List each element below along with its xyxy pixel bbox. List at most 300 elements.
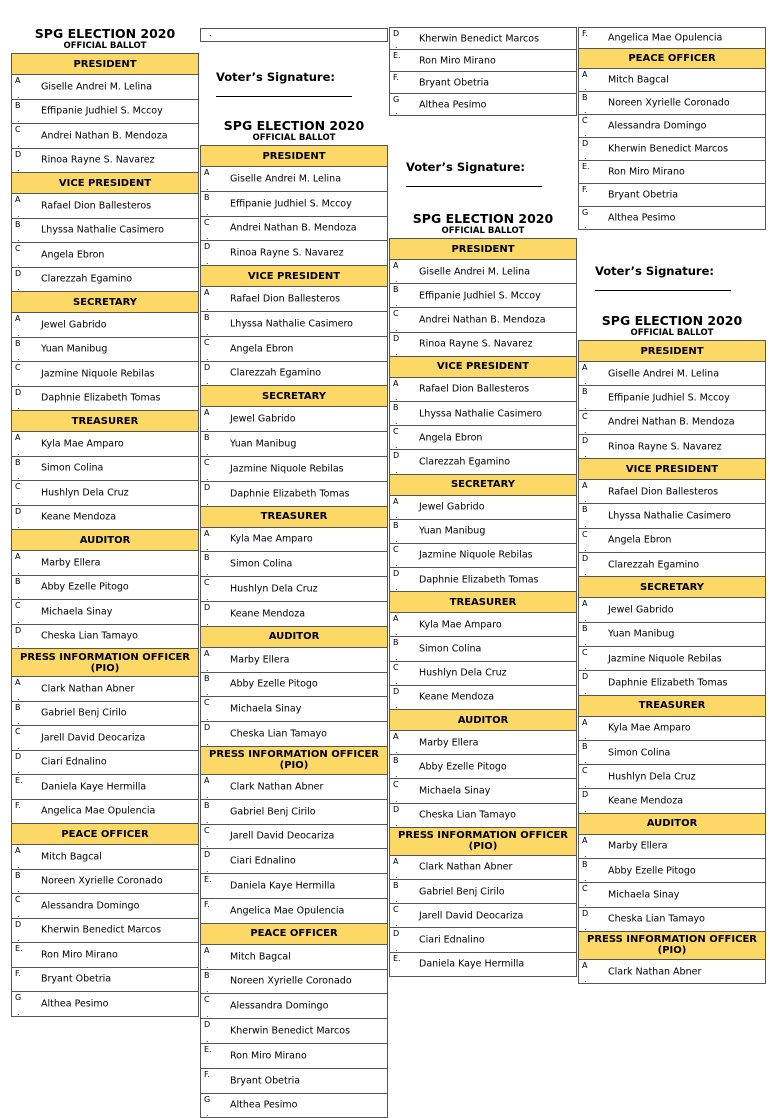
candidate-cell[interactable] <box>201 994 388 1019</box>
voter-signature-4[interactable] <box>581 264 731 291</box>
candidate-cell[interactable] <box>390 803 577 827</box>
candidate-cell[interactable] <box>12 243 199 268</box>
candidate-cell[interactable] <box>12 992 199 1017</box>
candidate-cell[interactable] <box>390 308 577 332</box>
candidate-row[interactable] <box>579 907 766 931</box>
candidate-cell[interactable] <box>390 879 577 903</box>
candidate-row[interactable] <box>201 774 388 799</box>
candidate-cell[interactable] <box>12 677 199 702</box>
candidate-cell[interactable] <box>12 845 199 870</box>
candidate-row[interactable] <box>390 401 577 425</box>
candidate-cell[interactable] <box>390 332 577 356</box>
candidate-row[interactable] <box>12 845 199 870</box>
candidate-cell[interactable] <box>579 740 766 764</box>
candidate-row[interactable] <box>12 967 199 992</box>
candidate-cell[interactable] <box>390 28 577 50</box>
candidate-cell[interactable] <box>12 481 199 506</box>
candidate-row[interactable] <box>12 775 199 800</box>
candidate-row[interactable] <box>579 765 766 789</box>
candidate-name: Clarezzah Egamino <box>230 367 322 379</box>
candidate-row[interactable] <box>390 50 577 72</box>
candidate-name: Michaela Sinay <box>230 703 302 715</box>
candidate-cell[interactable] <box>12 726 199 751</box>
candidate-row[interactable] <box>390 685 577 709</box>
candidate-cell[interactable] <box>390 755 577 779</box>
candidate-cell[interactable] <box>201 672 388 697</box>
candidate-cell[interactable] <box>12 600 199 625</box>
candidate-name: Cheska Lian Tamayo <box>230 728 327 740</box>
candidate-cell[interactable] <box>579 69 766 92</box>
candidate-cell[interactable] <box>390 519 577 543</box>
candidate-row[interactable] <box>201 849 388 874</box>
candidate-row[interactable] <box>12 992 199 1017</box>
candidate-cell[interactable] <box>201 241 388 266</box>
office-header-row <box>579 459 766 480</box>
voter-signature-3[interactable] <box>392 160 542 187</box>
candidate-cell[interactable] <box>201 969 388 994</box>
candidate-row[interactable] <box>201 167 388 192</box>
candidate-cell[interactable] <box>201 898 388 923</box>
candidate-row[interactable] <box>201 824 388 849</box>
candidate-row[interactable] <box>390 519 577 543</box>
candidate-cell[interactable] <box>201 799 388 824</box>
candidate-name: Simon Colina <box>608 747 671 758</box>
candidate-cell[interactable] <box>579 410 766 434</box>
candidate-cell[interactable] <box>579 553 766 577</box>
candidate-row[interactable] <box>201 1068 388 1093</box>
candidate-cell[interactable] <box>390 613 577 637</box>
candidate-cell[interactable] <box>390 450 577 474</box>
letter-dot: . <box>584 874 587 883</box>
candidate-cell[interactable] <box>12 775 199 800</box>
office-header-row <box>201 923 388 944</box>
candidate-cell[interactable] <box>201 287 388 312</box>
candidate-row[interactable] <box>390 568 577 592</box>
candidate-cell[interactable] <box>390 904 577 928</box>
candidate-cell[interactable] <box>390 260 577 284</box>
candidate-cell[interactable] <box>201 311 388 336</box>
candidate-cell[interactable] <box>579 528 766 552</box>
candidate-row[interactable] <box>579 528 766 552</box>
candidate-cell[interactable] <box>390 685 577 709</box>
candidate-letter: G <box>582 208 589 217</box>
candidate-row[interactable] <box>579 184 766 207</box>
candidate-letter: F. <box>204 899 210 909</box>
candidate-cell[interactable] <box>201 361 388 386</box>
candidate-cell[interactable] <box>579 598 766 622</box>
candidate-row[interactable] <box>579 92 766 115</box>
candidate-row[interactable] <box>201 647 388 672</box>
candidate-row[interactable] <box>12 337 199 362</box>
candidate-cell[interactable] <box>201 824 388 849</box>
candidate-row[interactable] <box>201 481 388 506</box>
candidate-row[interactable] <box>201 311 388 336</box>
candidate-row[interactable] <box>201 898 388 923</box>
candidate-row[interactable] <box>201 672 388 697</box>
candidate-cell[interactable] <box>12 456 199 481</box>
letter-dot: . <box>17 164 20 173</box>
candidate-row[interactable] <box>390 28 577 50</box>
candidate-cell[interactable] <box>579 959 766 983</box>
candidate-cell[interactable] <box>390 779 577 803</box>
candidate-cell[interactable] <box>12 218 199 243</box>
candidate-row[interactable] <box>201 994 388 1019</box>
candidate-cell[interactable] <box>390 426 577 450</box>
candidate-row[interactable] <box>12 918 199 943</box>
candidate-cell[interactable] <box>579 716 766 740</box>
office-header: TREASURER <box>579 695 766 716</box>
candidate-cell[interactable] <box>579 207 766 230</box>
candidate-row[interactable] <box>12 750 199 775</box>
candidate-cell[interactable] <box>12 918 199 943</box>
candidate-letter: E. <box>15 776 23 785</box>
candidate-cell[interactable] <box>201 601 388 626</box>
candidate-cell[interactable] <box>390 377 577 401</box>
candidate-cell[interactable] <box>201 552 388 577</box>
candidate-row[interactable] <box>390 731 577 755</box>
candidate-row[interactable] <box>579 362 766 386</box>
office-header: SECRETARY <box>390 474 577 495</box>
candidate-cell[interactable] <box>12 267 199 292</box>
candidate-cell[interactable] <box>390 94 577 116</box>
candidate-cell[interactable] <box>201 849 388 874</box>
candidate-row[interactable] <box>12 701 199 726</box>
signature-line[interactable] <box>216 96 352 97</box>
candidate-cell[interactable] <box>201 216 388 241</box>
candidate-row[interactable] <box>390 613 577 637</box>
candidate-cell[interactable] <box>12 624 199 649</box>
candidate-row[interactable] <box>12 575 199 600</box>
candidate-row[interactable] <box>201 1019 388 1044</box>
signature-line[interactable] <box>595 290 731 291</box>
candidate-row[interactable] <box>12 600 199 625</box>
candidate-cell[interactable] <box>201 191 388 216</box>
office-header: AUDITOR <box>579 813 766 834</box>
candidate-row[interactable] <box>390 637 577 661</box>
candidate-row[interactable] <box>390 952 577 976</box>
voter-signature-2[interactable] <box>202 70 352 97</box>
letter-dot: . <box>17 115 20 124</box>
letter-dot: . <box>395 870 398 880</box>
candidate-cell[interactable] <box>201 1043 388 1068</box>
candidate-row[interactable] <box>579 834 766 858</box>
candidate-row[interactable] <box>201 432 388 457</box>
candidate-row[interactable] <box>390 855 577 879</box>
candidate-row[interactable] <box>12 726 199 751</box>
candidate-row[interactable] <box>579 959 766 983</box>
candidate-row[interactable] <box>390 284 577 308</box>
candidate-cell[interactable] <box>579 883 766 907</box>
candidate-row[interactable] <box>579 434 766 458</box>
letter-dot: . <box>17 640 20 649</box>
candidate-row[interactable] <box>12 432 199 457</box>
candidate-letter: B <box>204 673 210 683</box>
candidate-cell[interactable] <box>390 50 577 72</box>
candidate-cell[interactable] <box>12 432 199 457</box>
candidate-letter: A <box>15 846 21 855</box>
letter-dot: . <box>206 568 209 577</box>
candidate-cell[interactable] <box>12 894 199 919</box>
candidate-row[interactable] <box>201 241 388 266</box>
candidate-row[interactable] <box>579 138 766 161</box>
candidate-cell[interactable] <box>201 697 388 722</box>
candidate-row[interactable] <box>12 148 199 173</box>
candidate-cell[interactable] <box>579 859 766 883</box>
candidate-cell[interactable] <box>579 907 766 931</box>
candidate-row[interactable] <box>579 207 766 230</box>
candidate-row[interactable] <box>12 869 199 894</box>
candidate-letter: B <box>204 192 210 202</box>
candidate-cell[interactable] <box>201 577 388 602</box>
candidate-cell[interactable] <box>390 661 577 685</box>
candidate-row[interactable] <box>12 218 199 243</box>
candidate-cell[interactable] <box>12 750 199 775</box>
candidate-row[interactable] <box>579 740 766 764</box>
candidate-cell[interactable] <box>201 647 388 672</box>
candidate-row[interactable] <box>579 883 766 907</box>
candidate-row[interactable] <box>390 426 577 450</box>
candidate-cell[interactable] <box>12 701 199 726</box>
candidate-row[interactable] <box>579 504 766 528</box>
candidate-cell[interactable] <box>390 401 577 425</box>
candidate-row[interactable] <box>201 697 388 722</box>
candidate-row[interactable] <box>390 803 577 827</box>
candidate-cell[interactable] <box>579 362 766 386</box>
candidate-row[interactable] <box>201 722 388 747</box>
candidate-row[interactable] <box>579 789 766 813</box>
candidate-cell[interactable] <box>390 637 577 661</box>
candidate-row[interactable] <box>12 505 199 530</box>
candidate-row[interactable] <box>12 243 199 268</box>
candidate-cell[interactable] <box>579 434 766 458</box>
signature-line[interactable] <box>406 186 542 187</box>
candidate-cell[interactable] <box>579 115 766 138</box>
candidate-name: Bryant Obetria <box>608 189 679 201</box>
candidate-row[interactable] <box>201 527 388 552</box>
letter-dot: . <box>206 815 209 825</box>
candidate-row[interactable] <box>579 859 766 883</box>
candidate-cell[interactable] <box>12 943 199 968</box>
candidate-row[interactable] <box>12 677 199 702</box>
candidate-row[interactable] <box>201 799 388 824</box>
candidate-cell[interactable] <box>579 671 766 695</box>
candidate-row[interactable] <box>579 28 766 49</box>
candidate-row[interactable] <box>579 598 766 622</box>
candidate-cell[interactable] <box>390 952 577 976</box>
candidate-name: Clark Nathan Abner <box>419 861 513 873</box>
candidate-cell[interactable] <box>201 1019 388 1044</box>
candidate-row[interactable] <box>12 313 199 338</box>
candidate-row[interactable] <box>390 755 577 779</box>
candidate-row[interactable] <box>201 1043 388 1068</box>
candidate-cell[interactable] <box>579 138 766 161</box>
candidate-cell[interactable] <box>579 161 766 184</box>
candidate-row[interactable] <box>579 115 766 138</box>
candidate-cell[interactable] <box>579 646 766 670</box>
candidate-row[interactable] <box>390 450 577 474</box>
candidate-cell[interactable] <box>201 874 388 899</box>
letter-dot: . <box>584 898 587 908</box>
candidate-row[interactable] <box>579 410 766 434</box>
candidate-cell[interactable] <box>390 543 577 567</box>
candidate-row[interactable] <box>12 99 199 124</box>
candidate-cell[interactable] <box>579 386 766 410</box>
candidate-letter: B <box>204 970 210 980</box>
candidate-letter: B <box>15 219 21 229</box>
candidate-letter: D <box>393 29 400 38</box>
candidate-cell[interactable] <box>390 284 577 308</box>
candidate-cell[interactable] <box>201 774 388 799</box>
candidate-row[interactable] <box>201 552 388 577</box>
candidate-cell[interactable] <box>579 834 766 858</box>
candidate-cell[interactable] <box>579 184 766 207</box>
candidate-row[interactable] <box>201 336 388 361</box>
candidate-row[interactable] <box>390 332 577 356</box>
candidate-cell[interactable] <box>12 505 199 530</box>
candidate-row[interactable] <box>12 894 199 919</box>
office-header-row <box>390 239 577 260</box>
candidate-row[interactable] <box>201 361 388 386</box>
candidate-row[interactable] <box>390 72 577 94</box>
candidate-row[interactable] <box>390 260 577 284</box>
candidate-cell[interactable] <box>390 855 577 879</box>
candidate-row[interactable] <box>12 624 199 649</box>
candidate-cell[interactable] <box>390 495 577 519</box>
candidate-cell[interactable] <box>579 765 766 789</box>
candidate-row[interactable] <box>12 481 199 506</box>
candidate-cell[interactable] <box>579 504 766 528</box>
letter-dot: . <box>17 209 20 218</box>
candidate-letter: C <box>15 125 21 134</box>
candidate-cell[interactable] <box>390 928 577 952</box>
candidate-name: Giselle Andrei M. Lelina <box>230 173 342 185</box>
candidate-row[interactable] <box>390 543 577 567</box>
candidate-row[interactable] <box>12 551 199 576</box>
candidate-cell[interactable] <box>12 75 199 100</box>
candidate-row[interactable] <box>201 407 388 432</box>
candidate-row[interactable] <box>201 577 388 602</box>
candidate-row[interactable] <box>579 622 766 646</box>
candidate-row[interactable] <box>390 879 577 903</box>
candidate-letter: G <box>204 1094 211 1104</box>
candidate-row[interactable] <box>390 779 577 803</box>
letter-dot: . <box>206 257 209 266</box>
letter-dot: . <box>17 90 20 99</box>
letter-dot: . <box>206 447 209 457</box>
candidate-cell[interactable] <box>201 432 388 457</box>
candidate-letter: D <box>582 435 589 445</box>
candidate-letter: E. <box>204 875 212 885</box>
candidate-row[interactable] <box>12 456 199 481</box>
letter-dot: . <box>206 302 209 312</box>
candidate-cell[interactable] <box>579 92 766 115</box>
candidate-row[interactable] <box>201 601 388 626</box>
candidate-cell[interactable] <box>201 167 388 192</box>
candidate-row[interactable] <box>390 661 577 685</box>
candidate-name: Keane Mendoza <box>608 795 684 807</box>
candidate-row[interactable] <box>12 75 199 100</box>
candidate-row[interactable] <box>12 362 199 387</box>
candidate-cell[interactable] <box>12 148 199 173</box>
candidate-row[interactable] <box>12 386 199 411</box>
candidate-cell[interactable] <box>579 28 766 49</box>
candidate-row[interactable] <box>201 287 388 312</box>
candidate-row[interactable] <box>12 267 199 292</box>
candidate-letter: A <box>393 856 399 866</box>
candidate-row[interactable] <box>579 646 766 670</box>
candidate-row[interactable] <box>201 456 388 481</box>
candidate-cell[interactable] <box>390 568 577 592</box>
candidate-row[interactable] <box>579 386 766 410</box>
candidate-cell[interactable] <box>201 722 388 747</box>
candidate-row[interactable] <box>201 191 388 216</box>
candidate-row[interactable] <box>579 161 766 184</box>
candidate-cell[interactable] <box>579 480 766 504</box>
candidate-row[interactable] <box>390 904 577 928</box>
candidate-row[interactable] <box>201 874 388 899</box>
candidate-cell[interactable] <box>579 622 766 646</box>
candidate-row[interactable] <box>201 216 388 241</box>
candidate-cell[interactable] <box>12 313 199 338</box>
candidate-cell[interactable] <box>201 1093 388 1118</box>
candidate-cell[interactable] <box>12 337 199 362</box>
candidate-cell[interactable] <box>12 799 199 824</box>
candidate-row[interactable] <box>579 716 766 740</box>
candidate-cell[interactable] <box>579 789 766 813</box>
office-header-row <box>12 54 199 75</box>
candidate-cell[interactable] <box>201 944 388 969</box>
candidate-cell[interactable] <box>12 194 199 219</box>
candidate-row[interactable] <box>390 495 577 519</box>
candidate-cell[interactable] <box>201 527 388 552</box>
candidate-row[interactable] <box>390 308 577 332</box>
candidate-cell[interactable] <box>12 124 199 149</box>
candidate-cell[interactable] <box>201 1068 388 1093</box>
candidate-cell[interactable] <box>12 99 199 124</box>
candidate-row[interactable] <box>390 94 577 116</box>
candidate-row[interactable] <box>579 69 766 92</box>
candidate-cell[interactable] <box>12 386 199 411</box>
candidate-name: Simon Colina <box>419 643 482 655</box>
candidate-row[interactable] <box>12 194 199 219</box>
ballot-subtitle: OFFICIAL BALLOT <box>630 328 714 338</box>
candidate-row[interactable] <box>201 1093 388 1118</box>
candidate-cell[interactable] <box>201 407 388 432</box>
candidate-cell[interactable] <box>201 456 388 481</box>
candidate-row[interactable] <box>579 553 766 577</box>
candidate-cell[interactable] <box>12 869 199 894</box>
candidate-cell[interactable] <box>12 362 199 387</box>
candidate-row[interactable] <box>201 944 388 969</box>
candidate-cell[interactable] <box>390 72 577 94</box>
candidate-row[interactable] <box>579 480 766 504</box>
candidate-row[interactable] <box>201 969 388 994</box>
candidate-cell[interactable] <box>12 551 199 576</box>
candidate-row[interactable] <box>12 943 199 968</box>
candidate-cell[interactable] <box>12 575 199 600</box>
candidate-cell[interactable] <box>390 731 577 755</box>
candidate-row[interactable] <box>12 799 199 824</box>
office-header-row <box>390 827 577 855</box>
candidate-row[interactable] <box>12 124 199 149</box>
candidate-row[interactable] <box>390 377 577 401</box>
candidate-letter: A <box>393 732 399 741</box>
candidate-cell[interactable] <box>12 967 199 992</box>
candidate-row[interactable] <box>390 928 577 952</box>
candidate-cell[interactable] <box>201 481 388 506</box>
candidate-row[interactable] <box>579 671 766 695</box>
candidate-cell[interactable] <box>201 336 388 361</box>
